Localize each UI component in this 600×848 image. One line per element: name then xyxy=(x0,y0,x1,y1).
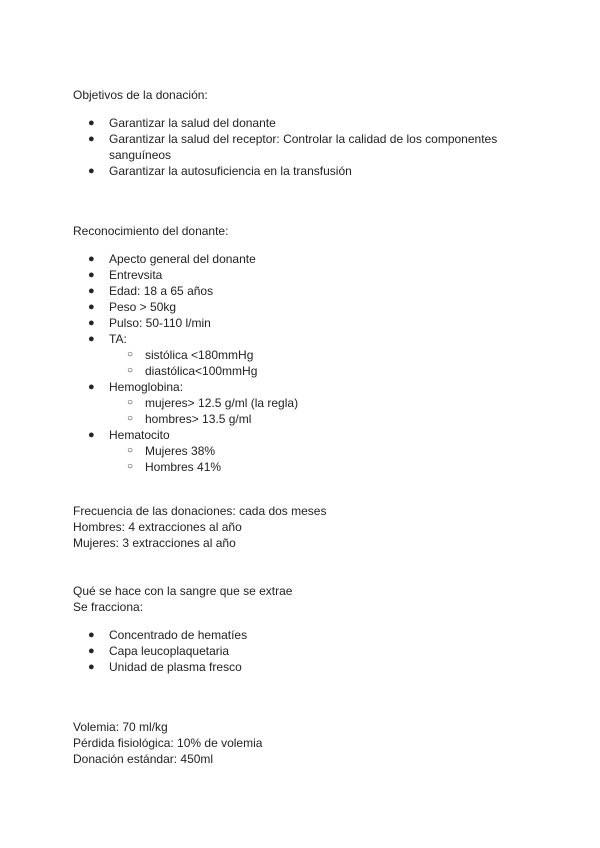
list-item: Unidad de plasma fresco xyxy=(109,660,242,674)
list-item: Garantizar la autosuficiencia en la transfusión xyxy=(109,164,352,178)
bullet: ● xyxy=(88,645,95,657)
sub-bullet: ○ xyxy=(127,349,134,360)
bullet: ● xyxy=(88,317,95,329)
bullet: ● xyxy=(88,629,95,641)
fraccion-line: Se fracciona: xyxy=(73,600,144,614)
list-item: Hematocito xyxy=(109,428,170,442)
bullet: ● xyxy=(88,165,95,177)
list-item: Peso > 50kg xyxy=(109,300,177,314)
list-item-continuation: sanguíneos xyxy=(109,148,172,162)
volemia-line: Pérdida fisiológica: 10% de volemia xyxy=(73,736,263,750)
bullet: ● xyxy=(88,285,95,297)
sub-list-item: mujeres> 12.5 g/ml (la regla) xyxy=(145,396,299,410)
sub-bullet: ○ xyxy=(127,461,134,472)
bullet: ● xyxy=(88,301,95,313)
sub-list-item: diastólica<100mmHg xyxy=(145,364,258,378)
objetivos-heading: Objetivos de la donación: xyxy=(73,88,208,102)
sub-list-item: Mujeres 38% xyxy=(145,444,216,458)
frecuencia-line: Hombres: 4 extracciones al año xyxy=(73,520,242,534)
list-item: Capa leucoplaquetaria xyxy=(109,644,230,658)
list-item: Hemoglobina: xyxy=(109,380,184,394)
list-item: Garantizar la salud del receptor: Controlar la calidad de los componentes xyxy=(109,132,498,146)
bullet: ● xyxy=(88,269,95,281)
bullet: ● xyxy=(88,429,95,441)
reconocimiento-heading: Reconocimiento del donante: xyxy=(73,224,229,238)
bullet: ● xyxy=(88,333,95,345)
list-item: Pulso: 50-110 l/min xyxy=(109,316,211,330)
sub-list-item: sistólica <180mmHg xyxy=(145,348,254,362)
list-item: TA: xyxy=(109,332,127,346)
bullet: ● xyxy=(88,253,95,265)
bullet: ● xyxy=(88,133,95,145)
sub-bullet: ○ xyxy=(127,365,134,376)
sub-bullet: ○ xyxy=(127,445,134,456)
list-item: Edad: 18 a 65 años xyxy=(109,284,214,298)
frecuencia-line: Mujeres: 3 extracciones al año xyxy=(73,536,236,550)
fraccion-line: Qué se hace con la sangre que se extrae xyxy=(73,584,293,598)
volemia-line: Volemia: 70 ml/kg xyxy=(73,720,168,734)
list-item: Entrevsita xyxy=(109,268,163,282)
sub-list-item: hombres> 13.5 g/ml xyxy=(145,412,252,426)
list-item: Apecto general del donante xyxy=(109,252,256,266)
frecuencia-line: Frecuencia de las donaciones: cada dos meses xyxy=(73,504,327,518)
sub-bullet: ○ xyxy=(127,397,134,408)
sub-list-item: Hombres 41% xyxy=(145,460,222,474)
bullet: ● xyxy=(88,661,95,673)
volemia-line: Donación estándar: 450ml xyxy=(73,752,214,766)
sub-bullet: ○ xyxy=(127,413,134,424)
bullet: ● xyxy=(88,381,95,393)
list-item: Concentrado de hematíes xyxy=(109,628,248,642)
list-item: Garantizar la salud del donante xyxy=(109,116,276,130)
bullet: ● xyxy=(88,117,95,129)
